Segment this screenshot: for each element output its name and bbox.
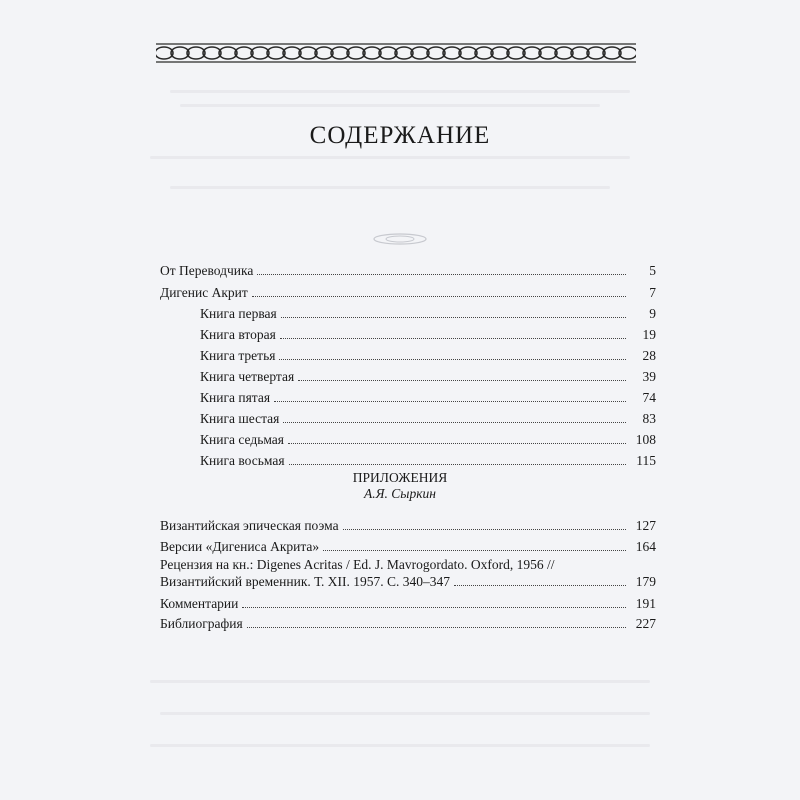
toc-entry-label: Версии «Дигениса Акрита» bbox=[160, 539, 320, 554]
toc-entry[interactable] bbox=[200, 409, 656, 427]
toc-entry[interactable] bbox=[160, 594, 656, 612]
toc-entry-label: Дигенис Акрит bbox=[160, 285, 248, 300]
toc-entry-page: 191 bbox=[635, 596, 656, 611]
ornament-border-icon bbox=[156, 42, 636, 64]
toc-entry[interactable] bbox=[200, 388, 656, 406]
toc-entry-label: Книга восьмая bbox=[200, 453, 285, 468]
bleed-through bbox=[150, 744, 650, 747]
toc-entry-label: От Переводчика bbox=[160, 263, 254, 278]
toc-entry-page: 39 bbox=[642, 369, 656, 384]
toc-entry-label: Книга седьмая bbox=[200, 432, 285, 447]
toc-entry-label: Книга пятая bbox=[200, 390, 271, 405]
toc-entry[interactable] bbox=[160, 537, 656, 555]
toc-entry-review[interactable] bbox=[160, 556, 656, 590]
page-title: СОДЕРЖАНИЕ bbox=[309, 122, 491, 149]
toc-entry-page: 164 bbox=[635, 539, 656, 554]
leader-dots bbox=[274, 400, 626, 402]
leader-dots bbox=[252, 295, 626, 297]
bleed-through bbox=[150, 156, 630, 159]
leader-dots bbox=[343, 528, 626, 530]
toc-entry-page: 127 bbox=[635, 518, 656, 533]
toc-entry[interactable] bbox=[200, 430, 656, 448]
toc-entry-page: 227 bbox=[635, 616, 656, 631]
leader-dots bbox=[280, 337, 626, 339]
vignette-icon bbox=[372, 232, 428, 246]
toc-entry-label: Книга шестая bbox=[200, 411, 280, 426]
toc-entry-page: 9 bbox=[649, 306, 656, 321]
leader-dots bbox=[289, 463, 626, 465]
toc-entry-page: 83 bbox=[642, 411, 656, 426]
toc-entry-label: Книга третья bbox=[200, 348, 276, 363]
leader-dots bbox=[247, 626, 626, 628]
leader-dots bbox=[454, 584, 626, 586]
toc-entry-label: Византийская эпическая поэма bbox=[160, 518, 339, 533]
toc-entry-page: 115 bbox=[636, 453, 656, 468]
toc-entry[interactable] bbox=[160, 516, 656, 534]
toc-entry[interactable] bbox=[160, 261, 656, 279]
leader-dots bbox=[298, 379, 626, 381]
leader-dots bbox=[283, 421, 626, 423]
appendix-author: А.Я. Сыркин bbox=[364, 486, 436, 501]
toc-entry[interactable] bbox=[160, 614, 656, 632]
toc-entry[interactable] bbox=[200, 346, 656, 364]
toc-entry[interactable] bbox=[200, 325, 656, 343]
toc-entry-label: Книга первая bbox=[200, 306, 277, 321]
toc-entry[interactable] bbox=[200, 304, 656, 322]
toc-entry-page: 179 bbox=[635, 574, 656, 589]
toc-entry[interactable] bbox=[160, 283, 656, 301]
toc-entry-label: Византийский временник. Т. XII. 1957. С. 340–347 bbox=[160, 574, 451, 589]
toc-entry-label: Книга вторая bbox=[200, 327, 276, 342]
toc-entry-label: Книга четвертая bbox=[200, 369, 295, 384]
toc-entry-label: Библиография bbox=[160, 616, 243, 631]
toc-entry-page: 7 bbox=[649, 285, 656, 300]
toc-entry-page: 74 bbox=[642, 390, 656, 405]
bleed-through bbox=[170, 186, 610, 189]
appendix-heading: ПРИЛОЖЕНИЯ bbox=[352, 470, 448, 485]
toc-entry[interactable] bbox=[200, 367, 656, 385]
leader-dots bbox=[323, 549, 626, 551]
toc-entry-page: 108 bbox=[635, 432, 656, 447]
bleed-through bbox=[170, 90, 630, 93]
toc-entry-label: Рецензия на кн.: Digenes Acritas / Ed. J. Mavrogordato. Oxford, 1956 // bbox=[160, 557, 555, 572]
toc-entry-page: 19 bbox=[642, 327, 656, 342]
bleed-through bbox=[150, 680, 650, 683]
toc-entry-page: 28 bbox=[642, 348, 656, 363]
bleed-through bbox=[160, 712, 650, 715]
toc-entry[interactable] bbox=[200, 451, 656, 469]
toc-entry-page: 5 bbox=[649, 263, 656, 278]
leader-dots bbox=[257, 273, 626, 275]
leader-dots bbox=[242, 606, 626, 608]
leader-dots bbox=[281, 316, 626, 318]
leader-dots bbox=[279, 358, 626, 360]
bleed-through bbox=[180, 104, 600, 107]
toc-entry-label: Комментарии bbox=[160, 596, 239, 611]
leader-dots bbox=[288, 442, 626, 444]
